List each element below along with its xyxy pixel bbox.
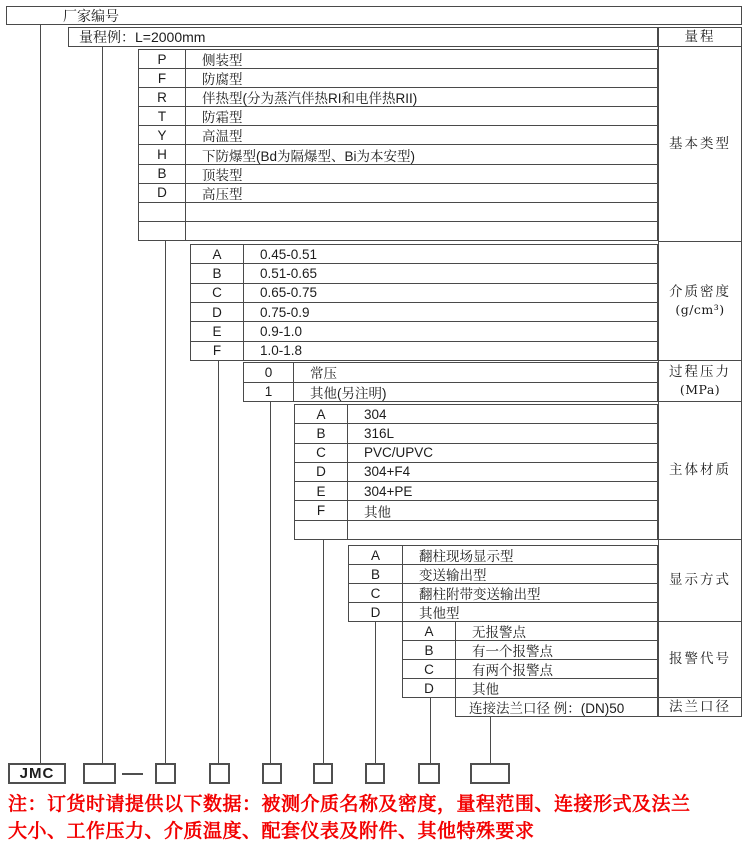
order-note [8, 791, 744, 845]
table-row [139, 88, 657, 107]
desc-cell [186, 203, 657, 221]
desc-cell: 0.65-0.75 [260, 285, 318, 301]
flange-text: 连接法兰口径 例：(DN)50 [469, 701, 625, 716]
code-cell: C [349, 584, 403, 602]
code-cell: B [403, 641, 456, 659]
desc-cell: 翻柱附带变送输出型 [419, 587, 541, 602]
label-flange [658, 697, 742, 717]
connector-line-material [323, 539, 324, 763]
desc-cell: 其他 [364, 504, 391, 520]
table-row [295, 501, 657, 520]
label-basic [658, 46, 742, 242]
table-row [244, 363, 657, 383]
label-text: 过程压力 [669, 364, 731, 380]
label-unit: (MPa) [679, 382, 721, 397]
label-range [658, 27, 742, 47]
table-row [139, 165, 657, 184]
code-cell: F [191, 342, 244, 360]
code-box-display [365, 763, 385, 784]
code-cell: H [139, 145, 186, 163]
table-row [244, 383, 657, 402]
code-cell: Y [139, 126, 186, 144]
connector-line-display [375, 621, 376, 763]
table-row [295, 405, 657, 424]
table-row [349, 565, 657, 584]
range-example-text: 量程例：L=2000mm [79, 29, 206, 45]
desc-cell: PVC/UPVC [364, 445, 434, 461]
code-cell: D [191, 303, 244, 321]
code-box-density [209, 763, 230, 784]
desc-cell: 1.0-1.8 [260, 343, 303, 359]
table-row [295, 463, 657, 482]
connector-line-maker [40, 24, 41, 763]
code-box-alarm [418, 763, 440, 784]
order-note-line2: 大小、工作压力、介质温度、配套仪表及附件、其他特殊要求 [8, 821, 535, 842]
label-text: 基本类型 [669, 135, 731, 152]
code-cell [139, 222, 186, 240]
desc-cell: 0.51-0.65 [260, 265, 318, 281]
code-cell: D [403, 679, 456, 697]
code-cell: A [349, 546, 403, 564]
code-box-flange [470, 763, 510, 784]
table-row [139, 50, 657, 69]
density-table [190, 244, 658, 361]
label-text: 报警代号 [669, 651, 731, 667]
model-prefix-box [8, 763, 66, 784]
code-cell: C [191, 284, 244, 302]
table-row [191, 322, 657, 341]
material-table [294, 404, 658, 540]
table-row [403, 622, 657, 641]
desc-cell: 0.9-1.0 [260, 323, 303, 339]
label-text: 法兰口径 [669, 698, 731, 715]
code-cell: E [295, 482, 348, 500]
code-cell: A [403, 622, 456, 640]
code-cell: F [295, 501, 348, 519]
desc-cell: 其他(另注明) [310, 385, 387, 401]
table-row [191, 303, 657, 322]
table-row [349, 603, 657, 621]
code-cell: D [349, 603, 403, 621]
desc-cell: 316L [364, 425, 395, 441]
label-material [658, 401, 742, 540]
label-alarm [658, 621, 742, 698]
desc-cell: 顶装型 [202, 167, 243, 183]
table-row [191, 284, 657, 303]
table-row [403, 679, 657, 697]
code-box-pressure [262, 763, 282, 784]
label-unit: (g/cm³) [675, 302, 725, 317]
desc-cell: 防腐型 [202, 72, 243, 88]
connector-line-basic [165, 240, 166, 763]
order-note-line1: 注：订货时请提供以下数据：被测介质名称及密度，量程范围、连接形式及法兰 [8, 794, 691, 815]
table-row [349, 546, 657, 565]
code-cell: F [139, 69, 186, 87]
desc-cell: 变送输出型 [419, 568, 487, 583]
code-cell: D [139, 184, 186, 202]
code-cell: R [139, 88, 186, 106]
code-cell: D [295, 463, 348, 481]
table-row [403, 641, 657, 660]
label-text: 显示方式 [669, 572, 731, 588]
desc-cell: 304 [364, 406, 387, 422]
code-box-basic [155, 763, 176, 784]
table-row-empty [139, 203, 657, 222]
desc-cell: 有一个报警点 [472, 644, 553, 659]
connector-line-flange [490, 716, 491, 763]
desc-cell: 有两个报警点 [472, 663, 553, 678]
range-row [68, 27, 658, 47]
code-cell: 0 [244, 363, 294, 382]
code-cell: E [191, 322, 244, 340]
code-cell: B [139, 165, 186, 183]
desc-cell: 304+F4 [364, 464, 411, 480]
code-cell: A [295, 405, 348, 423]
table-row [295, 424, 657, 443]
desc-cell: 其他型 [419, 606, 460, 621]
desc-cell: 侧装型 [202, 53, 243, 69]
table-row-empty [295, 521, 657, 539]
dash-separator [122, 773, 143, 775]
table-row [139, 126, 657, 145]
maker-row [6, 6, 742, 25]
connector-line-pressure [270, 401, 271, 763]
table-row-empty [139, 222, 657, 240]
connector-line-alarm [430, 697, 431, 763]
display-table [348, 545, 658, 622]
maker-label: 厂家编号 [63, 7, 119, 24]
table-row [349, 584, 657, 603]
table-row [295, 444, 657, 463]
connector-line-range [102, 46, 103, 763]
desc-cell: 0.75-0.9 [260, 304, 310, 320]
desc-cell: 其他 [472, 682, 499, 697]
table-row [191, 245, 657, 264]
desc-cell [348, 521, 657, 539]
code-cell: C [403, 660, 456, 678]
code-cell: T [139, 107, 186, 125]
label-text: 量程 [684, 28, 716, 45]
table-row [191, 264, 657, 283]
desc-cell [186, 222, 657, 240]
table-row [139, 107, 657, 126]
flange-row [455, 697, 658, 717]
desc-cell: 无报警点 [472, 625, 526, 640]
desc-cell: 防霜型 [202, 110, 243, 126]
desc-cell: 伴热型(分为蒸汽伴热RI和电伴热RII) [202, 91, 418, 107]
code-cell: B [349, 565, 403, 583]
label-pressure [658, 360, 742, 402]
connector-line-density [218, 360, 219, 763]
table-row [139, 184, 657, 203]
table-row [295, 482, 657, 501]
table-row [139, 69, 657, 88]
code-cell: 1 [244, 383, 294, 402]
desc-cell: 0.45-0.51 [260, 246, 318, 262]
table-row [191, 342, 657, 360]
table-row [139, 145, 657, 164]
label-density [658, 241, 742, 361]
pressure-table [243, 362, 658, 402]
basic-type-table [138, 49, 658, 241]
code-cell: B [191, 264, 244, 282]
code-box-material [313, 763, 333, 784]
desc-cell: 下防爆型(Bd为隔爆型、Bi为本安型) [202, 148, 416, 164]
label-display [658, 539, 742, 622]
code-cell: C [295, 444, 348, 462]
code-cell: B [295, 424, 348, 442]
table-row [403, 660, 657, 679]
label-text: 主体材质 [669, 462, 731, 478]
desc-cell: 高压型 [202, 186, 243, 202]
code-cell: P [139, 50, 186, 68]
label-text: 介质密度 [669, 284, 731, 300]
code-cell: A [191, 245, 244, 263]
code-box-range [83, 763, 116, 784]
desc-cell: 304+PE [364, 483, 413, 499]
alarm-table [402, 621, 658, 698]
desc-cell: 常压 [310, 366, 337, 382]
model-prefix: JMC [19, 765, 55, 782]
desc-cell: 翻柱现场显示型 [419, 549, 514, 564]
table-row [456, 698, 657, 716]
code-cell [295, 521, 348, 539]
desc-cell: 高温型 [202, 129, 243, 145]
code-cell [139, 203, 186, 221]
